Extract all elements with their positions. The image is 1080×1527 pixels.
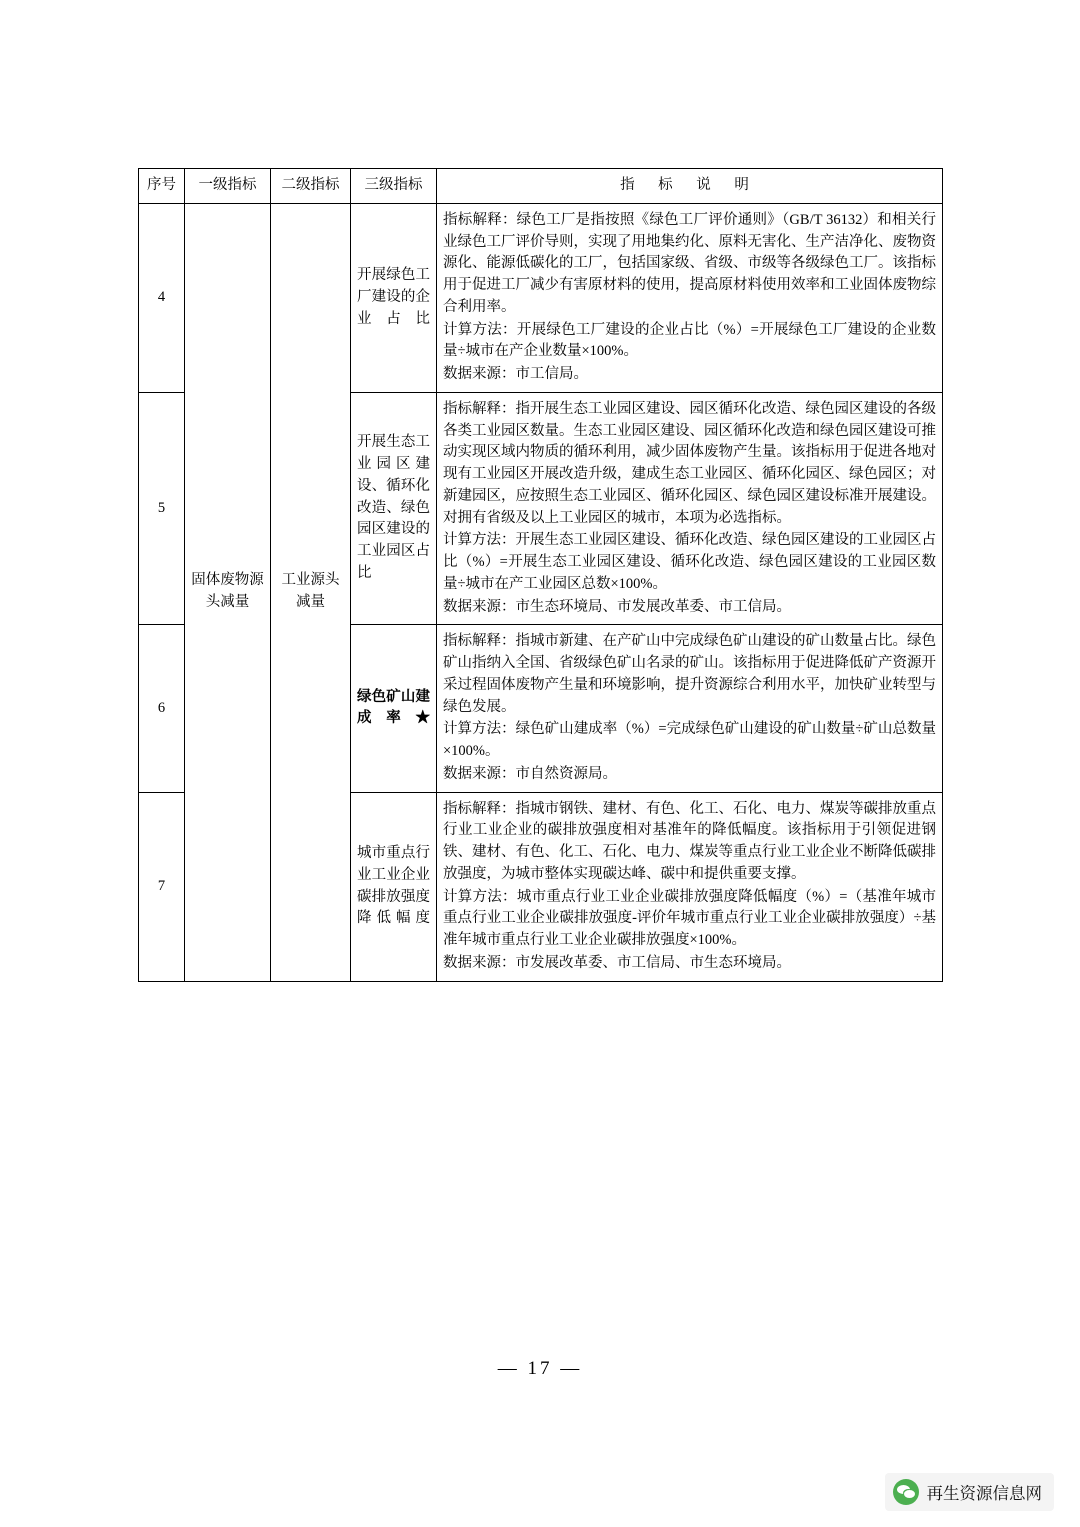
- table-header: [139, 169, 943, 204]
- cell-no: 5: [139, 392, 185, 625]
- wechat-icon: [893, 1479, 919, 1505]
- cell-no: 4: [139, 203, 185, 392]
- cell-level3: 城市重点行业工业企业碳排放强度降低幅度: [351, 792, 437, 981]
- cell-description: [437, 203, 943, 392]
- header-description: 指 标 说 明: [437, 169, 943, 204]
- table-body: [139, 203, 943, 981]
- desc-paragraph: 数据来源：市生态环境局、市发展改革委、市工信局。: [443, 598, 791, 615]
- desc-paragraph: 计算方法：开展生态工业园区建设、循环化改造、绿色园区建设的工业园区占比（%）=开展生态工业园区建设、循环化改造、绿色园区建设的工业园区数量÷城市在产工业园区总数×100%。: [443, 532, 936, 592]
- cell-level3: 开展生态工业园区建设、循环化改造、绿色园区建设的工业园区占比: [351, 392, 437, 625]
- desc-paragraph: 指标解释：指开展生态工业园区建设、园区循环化改造、绿色园区建设的各级各类工业园区数量。生态工业园区建设、园区循环化改造和绿色园区建设可推动实现区域内物质的循环利用，减少固体废物产生量。该指标用于促进各地对现有工业园区开展改造升级，建成生态工业园区、循环化园区、绿色园区；对新建园区，应按照生态工业园区、循环化园区、绿色园区建设标准开展建设。对拥有省级及以上工业园区的城市，本项为必选指标。: [443, 400, 936, 526]
- header-level1: 一级指标: [185, 169, 271, 204]
- cell-no: 6: [139, 625, 185, 792]
- cell-level2: 工业源头减量: [271, 203, 351, 981]
- header-no: 序号: [139, 169, 185, 204]
- cell-level1: 固体废物源头减量: [185, 203, 271, 981]
- table-header-row: [139, 169, 943, 204]
- cell-description: [437, 392, 943, 625]
- desc-paragraph: 指标解释：指城市钢铁、建材、有色、化工、石化、电力、煤炭等碳排放重点行业工业企业的碳排放强度相对基准年的降低幅度。该指标用于引领促进钢铁、建材、有色、化工、石化、电力、煤炭等重点行业工业企业不断降低碳排放强度，为城市整体实现碳达峰、碳中和提供重要支撑。: [443, 800, 936, 882]
- cell-level3: 开展绿色工厂建设的企业占比: [351, 203, 437, 392]
- desc-paragraph: 数据来源：市发展改革委、市工信局、市生态环境局。: [443, 954, 791, 971]
- cell-description: [437, 625, 943, 792]
- desc-paragraph: 数据来源：市工信局。: [443, 366, 588, 382]
- desc-paragraph: 指标解释：指城市新建、在产矿山中完成绿色矿山建设的矿山数量占比。绿色矿山指纳入全国、省级绿色矿山名录的矿山。该指标用于促进降低矿产资源开采过程固体废物产生量和环境影响，提升资源综合利用水平，加快矿业转型与绿色发展。: [443, 633, 936, 715]
- desc-paragraph: 计算方法：开展绿色工厂建设的企业占比（%）=开展绿色工厂建设的企业数量÷城市在产企业数量×100%。: [443, 321, 936, 360]
- wechat-account-name: 再生资源信息网: [926, 1485, 1042, 1503]
- desc-paragraph: 计算方法：绿色矿山建成率（%）=完成绿色矿山建设的矿山数量÷矿山总数量×100%。: [443, 721, 936, 759]
- indicator-table: [138, 168, 943, 982]
- desc-paragraph: 指标解释：绿色工厂是指按照《绿色工厂评价通则》（GB/T 36132）和相关行业绿色工厂评价导则，实现了用地集约化、原料无害化、生产洁净化、废物资源化、能源低碳化的工厂，包括国家级、省级、市级等各级绿色工厂。该指标用于促进工厂减少有害原材料的使用，提高原材料使用效率和工业固体废物综合利用率。: [443, 211, 936, 315]
- cell-description: [437, 792, 943, 981]
- cell-level3: 绿色矿山建成率★: [351, 625, 437, 792]
- desc-paragraph: 数据来源：市自然资源局。: [443, 765, 617, 782]
- wechat-account-badge: [885, 1473, 1055, 1511]
- table-row: [139, 203, 943, 392]
- cell-no: 7: [139, 792, 185, 981]
- desc-paragraph: 计算方法：城市重点行业工业企业碳排放强度降低幅度（%）=（基准年城市重点行业工业企业碳排放强度-评价年城市重点行业工业企业碳排放强度）÷基准年城市重点行业工业企业碳排放强度×100%。: [443, 888, 936, 948]
- page-number: — 17 —: [497, 1358, 583, 1379]
- header-level3: 三级指标: [351, 169, 437, 204]
- header-level2: 二级指标: [271, 169, 351, 204]
